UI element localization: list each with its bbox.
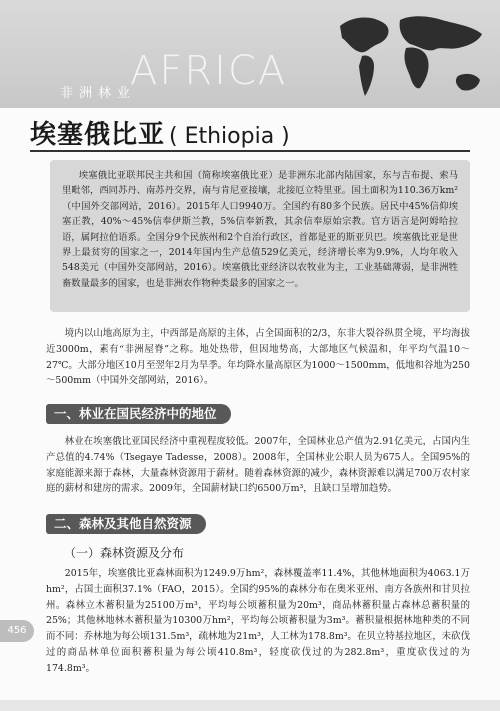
intro-paragraph xyxy=(46,326,470,389)
summary-box xyxy=(50,160,470,312)
section2-text: 2015年，埃塞俄比亚森林面积为1249.9万hm²，森林覆盖率11.4%，其他林地面积为4063.1万hm²，占国土面积37.1%（FAO，2015）。全国约95%的森林分布在奥米亚州、南方各族州和甘贝拉州。森林立木蓄积量为25100万m³，平均每公顷蓄积量为20m³，商品林蓄积量占森林总蓄积量的25%；其他林地林木蓄积量为10300万hm²，平均每公顷蓄积量为3m³。蓄积量根据林地种类的不同而不同：乔林地为每公顷131.5m³，疏林地为21m³，人工林为178.8m³。在贝立特基拉地区，未砍伐过的商品林单位面积蓄积量为每公顷410.8m³，轻度砍伐过的为282.8m³，重度砍伐过的为174.8m³。 xyxy=(46,568,470,674)
summary-text: 埃塞俄比亚联邦民主共和国（简称埃塞俄比亚）是非洲东北部内陆国家，东与吉布提、索马里毗邻，西同苏丹、南苏丹交界，南与肯尼亚接壤，北接厄立特里亚。国土面积为110.36万km²（中国外交部网站，2016）。2015年人口9940万。全国约有80多个民族。居民中45%信仰埃塞正教，40%～45%信奉伊斯兰教，5%信奉新教，其余信奉原始宗教。官方语言是阿姆哈拉语，属阿拉伯语系。全国分9个民族州和2个自治行政区，首都是亚的斯亚贝巴。埃塞俄比亚是世界上最贫穷的国家之一，2014年国内生产总值529亿美元，经济增长率为9.9%，人均年收入548美元（中国外交部网站，2016）。埃塞俄比亚经济以农牧业为主，工业基础薄弱，是非洲牲畜数量最多的国家，也是非洲农作物种类最多的国家之一。 xyxy=(62,170,458,289)
header-band xyxy=(0,0,500,108)
bottom-band xyxy=(0,700,500,711)
section1-paragraph xyxy=(46,434,470,497)
intro-text: 境内以山地高原为主，中西部是高原的主体，占全国面积的2/3，东非大裂谷纵贯全境，平均海拔近3000m，素有“非洲屋脊”之称。地处热带，但因地势高，大部地区气候温和，年平均气温10～27℃。大部分地区10月至翌年2月为旱季。年均降水量高原区为1000～1500mm，低地和谷地为250～500mm（中国外交部网站，2016）。 xyxy=(46,328,470,387)
world-map-icon xyxy=(330,6,490,106)
page-number: 456 xyxy=(0,620,34,642)
title-rule xyxy=(30,150,470,152)
section1-text: 林业在埃塞俄比亚国民经济中重视程度较低。2007年，全国林业总产值为2.91亿美元，占国内生产总值的4.74%（Tsegaye Tadesse，2008）。2008年，全国林业公职人员为675人。全国95%的家庭能源来源于森林，大量森林资源用于薪材。随着森林资源的减少，森林资源难以满足700万农村家庭的薪材和建房的需求。2009年，全国薪材缺口约6500万m³，且缺口呈增加趋势。 xyxy=(46,436,470,495)
header-watermark: AFRICA xyxy=(130,48,288,94)
section1-heading: 一、林业在国民经济中的地位 xyxy=(46,404,231,424)
section2-heading: 二、森林及其他自然资源 xyxy=(46,514,206,534)
section2-subheading: （一）森林资源及分布 xyxy=(64,546,185,560)
section2-paragraph xyxy=(46,566,470,677)
title-english: ( Ethiopia ) xyxy=(169,124,290,149)
title-chinese: 埃塞俄比亚 xyxy=(30,120,166,150)
page-title xyxy=(30,114,290,150)
header-kicker: 非洲林业 xyxy=(60,86,137,101)
